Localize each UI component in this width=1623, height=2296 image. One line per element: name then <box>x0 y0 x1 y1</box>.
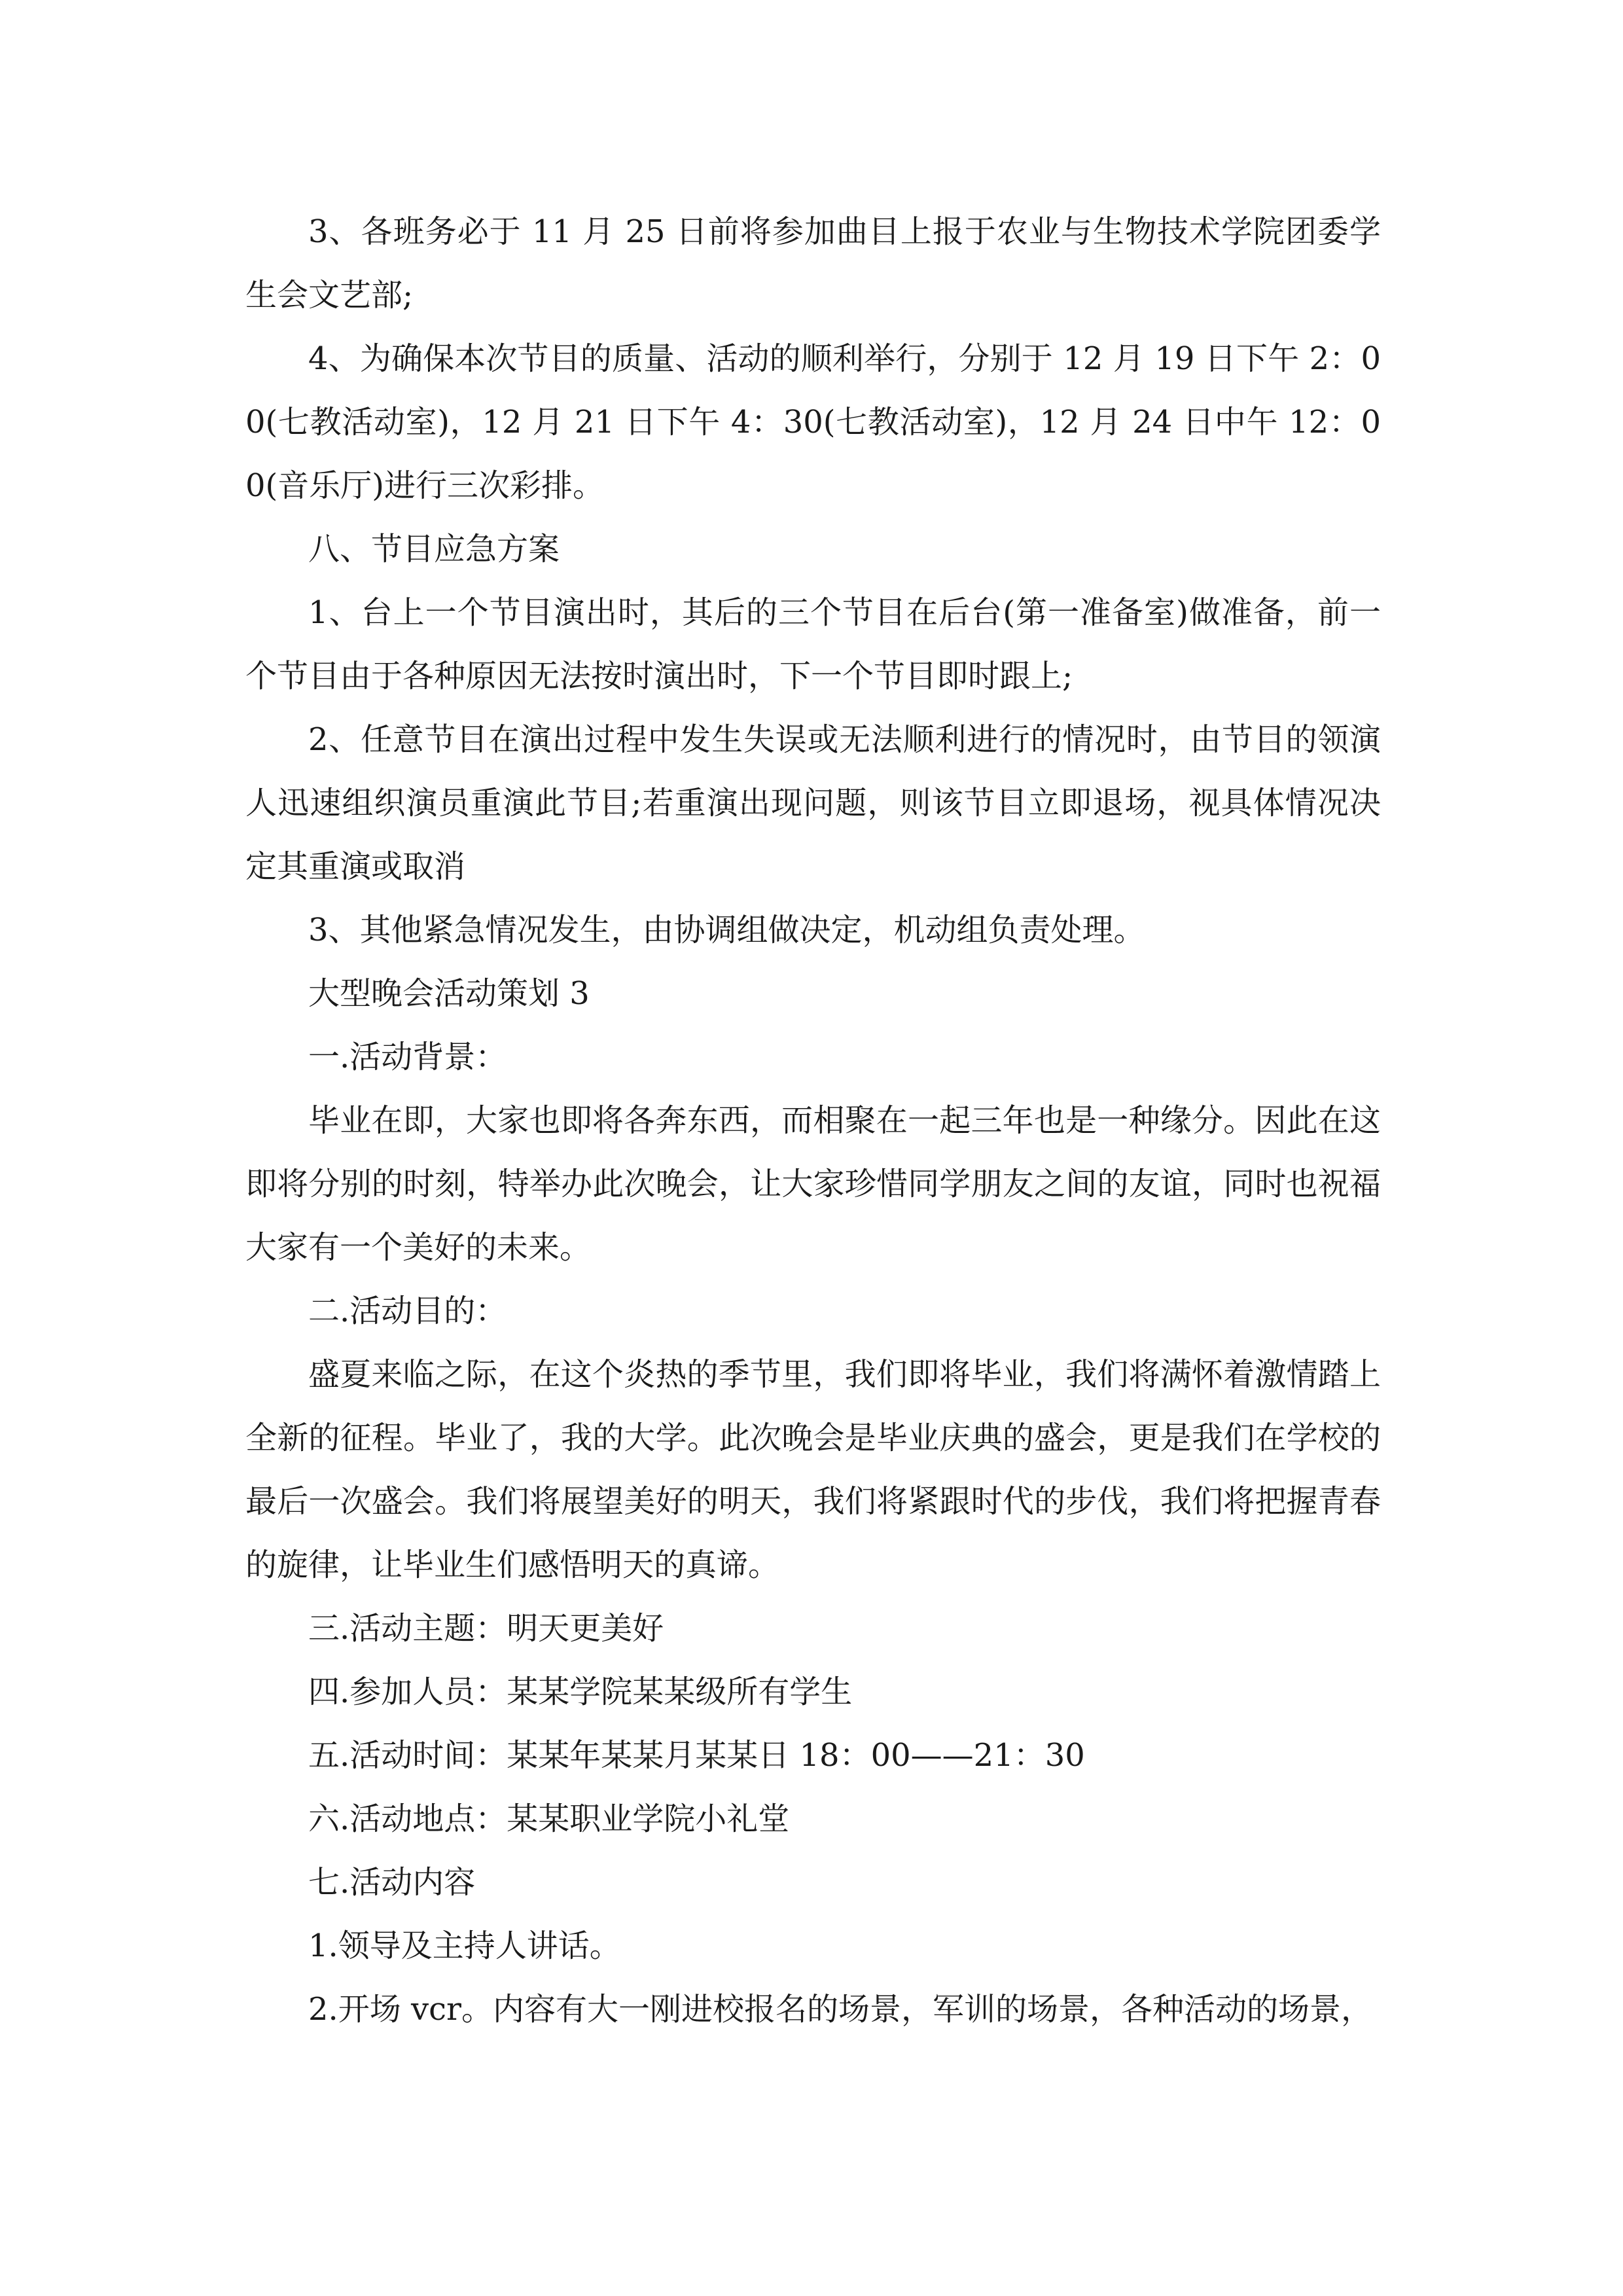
paragraph-registration-deadline: 3、各班务必于 11 月 25 日前将参加曲目上报于农业与生物技术学院团委学生会文艺部; <box>245 213 1381 314</box>
paragraph-location: 六.活动地点：某某职业学院小礼堂 <box>308 1801 790 1837</box>
paragraph-emergency-item-2: 2、任意节目在演出过程中发生失误或无法顺利进行的情况时，由节目的领演人迅速组织演员重演此节目;若重演出现问题，则该节目立即退场，视具体情况决定其重演或取消 <box>245 721 1381 885</box>
document-subtitle: 大型晚会活动策划 3 <box>308 975 590 1012</box>
section-heading-purpose: 二.活动目的： <box>308 1293 507 1329</box>
document-body <box>245 200 1381 2041</box>
paragraph-time: 五.活动时间：某某年某某月某某日 18：00——21：30 <box>308 1737 1085 1774</box>
paragraph-participants: 四.参加人员：某某学院某某级所有学生 <box>308 1674 853 1710</box>
paragraph-emergency-item-1: 1、台上一个节目演出时，其后的三个节目在后台(第一准备室)做准备，前一个节目由于各种原因无法按时演出时，下一个节目即时跟上; <box>245 594 1381 694</box>
paragraph-theme: 三.活动主题：明天更美好 <box>308 1610 664 1647</box>
section-heading-emergency-plan: 八、节目应急方案 <box>308 531 560 567</box>
paragraph-background: 毕业在即，大家也即将各奔东西，而相聚在一起三年也是一种缘分。因此在这即将分别的时刻，特举办此次晚会，让大家珍惜同学朋友之间的友谊，同时也祝福大家有一个美好的未来。 <box>245 1102 1381 1266</box>
paragraph-purpose: 盛夏来临之际，在这个炎热的季节里，我们即将毕业，我们将满怀着激情踏上全新的征程。毕业了，我的大学。此次晚会是毕业庆典的盛会，更是我们在学校的最后一次盛会。我们将展望美好的明天，我们将紧跟时代的步伐，我们将把握青春的旋律，让毕业生们感悟明天的真谛。 <box>245 1356 1381 1583</box>
paragraph-content-item-1: 1.领导及主持人讲话。 <box>308 1928 621 1964</box>
paragraph-emergency-item-3: 3、其他紧急情况发生，由协调组做决定，机动组负责处理。 <box>308 912 1145 948</box>
section-heading-content: 七.活动内容 <box>308 1864 476 1901</box>
paragraph-content-item-2: 2.开场 vcr。内容有大一刚进校报名的场景，军训的场景，各种活动的场景， <box>308 1991 1373 2028</box>
paragraph-rehearsal-schedule: 4、为确保本次节目的质量、活动的顺利举行，分别于 12 月 19 日下午 2：00(七教活动室)，12 月 21 日下午 4：30(七教活动室)，12 月 24 日中午 12：00(音乐厅)进行三次彩排。 <box>245 340 1381 504</box>
section-heading-background: 一.活动背景： <box>308 1039 507 1075</box>
